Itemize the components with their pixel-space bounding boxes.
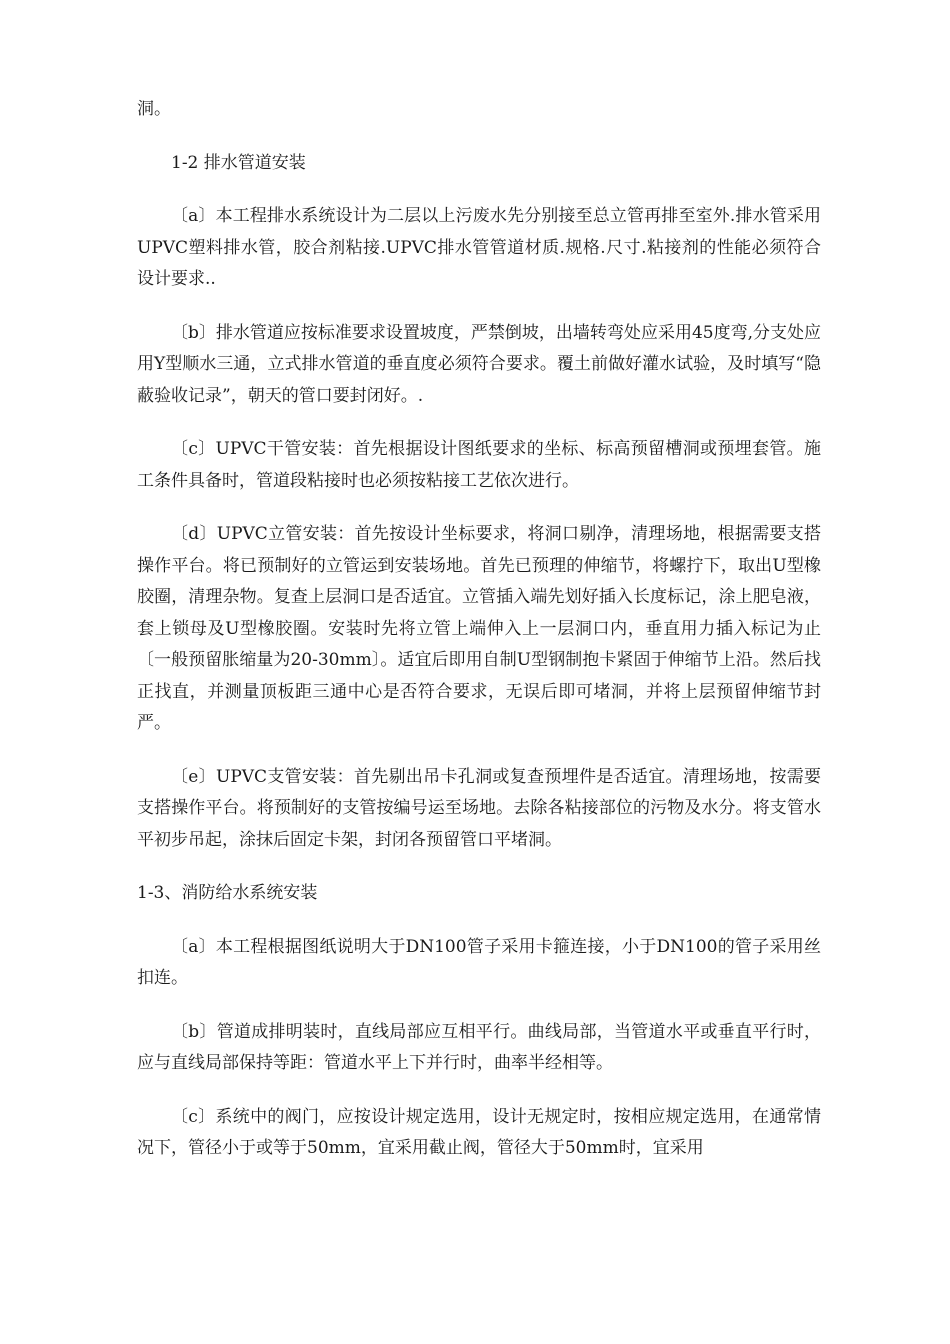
section-heading-drainage: 1-2 排水管道安装 (171, 152, 306, 173)
paragraph-d: 〔d〕UPVC立管安装：首先按设计坐标要求，将洞口剔净，清理场地，根据需要支搭操作平台。将已预制好的立管运到安装场地。首先已预理的伸缩节，将螺拧下，取出U型橡胶圈，清理杂物。复查上层洞口是否适宜。立管插入端先划好插入长度标记，涂上肥皂液，套上锁母及U型橡胶圈。安装时先将立管上端伸入上一层洞口内，垂直用力插入标记为止〔一般预留胀缩量为20-30mm〕。适宜后即用自制U型钢制抱卡紧固于伸缩节上沿。然后找正找直，并测量顶板距三通中心是否符合要求，无误后即可堵洞，并将上层预留伸缩节封严。 (137, 524, 821, 733)
continuation-text: 洞。 (137, 99, 171, 119)
section-drainage (137, 148, 821, 857)
section-fire-water (137, 878, 821, 1165)
paragraph-b: 〔b〕排水管道应按标准要求设置坡度，严禁倒坡，出墙转弯处应采用45度弯,分支处应用Y型顺水三通，立式排水管道的垂直度必须符合要求。覆土前做好灌水试验，及时填写“隐蔽验收记录”，朝天的管口要封闭好。. (137, 322, 821, 406)
paragraph-a: 〔a〕本工程根据图纸说明大于DN100管子采用卡箍连接，小于DN100的管子采用丝扣连。 (137, 936, 821, 988)
paragraph-c: 〔c〕UPVC干管安装：首先根据设计图纸要求的坐标、标高预留槽洞或预埋套管。施工条件具备时，管道段粘接时也必须按粘接工艺依次进行。 (137, 439, 821, 491)
paragraph-e: 〔e〕UPVC支管安装：首先剔出吊卡孔洞或复查预埋件是否适宜。清理场地，按需要支搭操作平台。将预制好的支管按编号运至场地。去除各粘接部位的污物及水分。将支管水平初步吊起，涂抹后固定卡架，封闭各预留管口平堵洞。 (137, 766, 821, 850)
document-body (137, 94, 821, 1187)
paragraph-a: 〔a〕本工程排水系统设计为二层以上污废水先分别接至总立管再排至室外.排水管采用UPVC塑料排水管，胶合剂粘接.UPVC排水管管道材质.规格.尺寸.粘接剂的性能必须符合设计要求.. (137, 206, 821, 289)
paragraph-b: 〔b〕管道成排明装时，直线局部应互相平行。曲线局部，当管道水平或垂直平行时，应与直线局部保持等距：管道水平上下并行时，曲率半经相等。 (137, 1021, 821, 1073)
section-heading-fire-water: 1-3、消防给水系统安装 (137, 883, 318, 903)
paragraph-c: 〔c〕系统中的阀门，应按设计规定选用，设计无规定时，按相应规定选用，在通常情况下，管径小于或等于50mm，宜采用截止阀，管径大于50mm时，宜采用 (137, 1106, 821, 1158)
